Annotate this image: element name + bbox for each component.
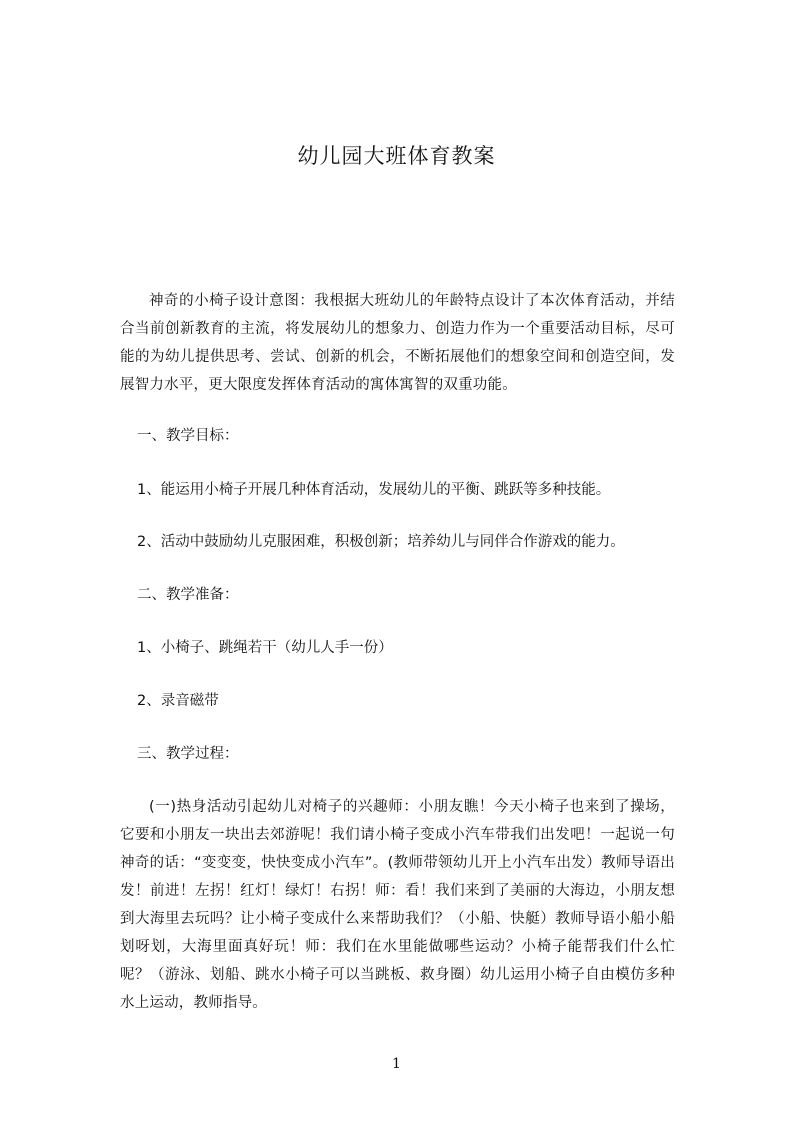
goal-item-2: 2、活动中鼓励幼儿克服困难，积极创新；培养幼儿与同伴合作游戏的能力。 xyxy=(137,534,625,550)
preparation-item-2: 2、录音磁带 xyxy=(137,693,219,709)
section-heading-process: 三、教学过程： xyxy=(137,746,239,762)
preparation-item-1: 1、小椅子、跳绳若干（幼儿人手一份） xyxy=(137,640,393,656)
section-heading-preparation: 二、教学准备： xyxy=(137,587,239,603)
process-paragraph-1: (一)热身活动引起幼儿对椅子的兴趣师：小朋友瞧！今天小椅子也来到了操场，它要和小朋友一块出去郊游呢！我们请小椅子变成小汽车带我们出发吧！一起说一句神奇的话：“变变变，快快变成小汽车”。(教师带领幼儿开上小汽车出发）教师导语出发！前进！左拐！红灯！绿灯！右拐！师：看！我们来到了美丽的大海边，小朋友想到大海里去玩吗？让小椅子变成什么来帮助我们？（小船、快艇）教师导语小船小船划呀划，大海里面真好玩！师：我们在水里能做哪些运动？小椅子能帮我们什么忙呢？（游泳、划船、跳水小椅子可以当跳板、救身圈）幼儿运用小椅子自由模仿多种水上运动，教师指导。 xyxy=(120,799,675,1011)
goal-item-1: 1、能运用小椅子开展几种体育活动，发展幼儿的平衡、跳跃等多种技能。 xyxy=(137,482,611,498)
intro-paragraph: 神奇的小椅子设计意图：我根据大班幼儿的年龄特点设计了本次体育活动，并结合当前创新教育的主流，将发展幼儿的想象力、创造力作为一个重要活动目标，尽可能的为幼儿提供思考、尝试、创新的机会，不断拓展他们的想象空间和创造空间，发展智力水平，更大限度发挥体育活动的寓体寓智的双重功能。 xyxy=(120,293,675,393)
document-title: 幼儿园大班体育教案 xyxy=(297,144,496,168)
page-number: 1 xyxy=(392,1056,401,1072)
section-heading-goals: 一、教学目标： xyxy=(137,428,239,444)
